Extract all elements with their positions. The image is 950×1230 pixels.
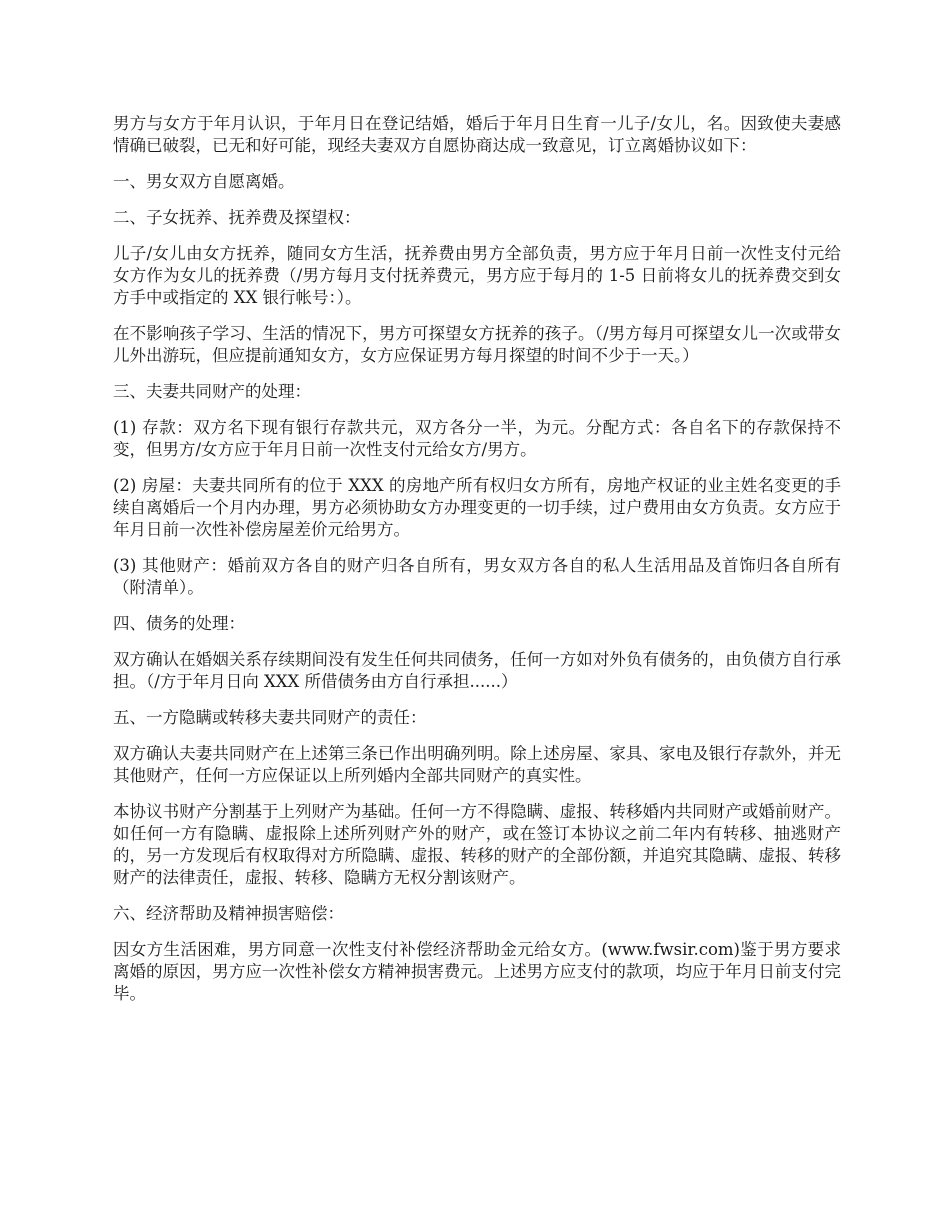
clause-4-heading: 四、债务的处理： <box>113 614 245 633</box>
clause-1-heading: 一、男女双方自愿离婚。 <box>113 172 295 191</box>
compensation-paragraph: 因女方生活困难，男方同意一次性支付补偿经济帮助金元给女方。(www.fwsir.com)鉴于男方要求离婚的原因，男方应一次性补偿女方精神损害费元。上述男方应支付的款项，均应于年月日前支付完毕。 <box>113 940 841 1003</box>
clause-2-heading: 二、子女抚养、抚养费及探望权： <box>113 208 361 227</box>
document-body <box>113 113 841 1019</box>
clause-5-heading: 五、一方隐瞒或转移夫妻共同财产的责任： <box>113 708 427 727</box>
concealment-paragraph: 本协议书财产分割基于上列财产为基础。任何一方不得隐瞒、虚报、转移婚内共同财产或婚前财产。如任何一方有隐瞒、虚报除上述所列财产外的财产，或在签订本协议之前二年内有转移、抽逃财产的，另一方发现后有权取得对方所隐瞒、虚报、转移的财产的全部份额，并追究其隐瞒、虚报、转移财产的法律责任，虚报、转移、隐瞒方无权分割该财产。 <box>113 802 841 887</box>
clause-6-heading: 六、经济帮助及精神损害赔偿： <box>113 904 344 923</box>
other-property-paragraph: (3) 其他财产：婚前双方各自的财产归各自所有，男女双方各自的私人生活用品及首饰归各自所有（附清单）。 <box>113 556 841 597</box>
clause-3-heading: 三、夫妻共同财产的处理： <box>113 382 311 401</box>
house-paragraph: (2) 房屋：夫妻共同所有的位于 XXX 的房地产所有权归女方所有，房地产权证的业主姓名变更的手续自离婚后一个月内办理，男方必须协助女方办理变更的一切手续，过户费用由女方负责。女方应于年月日前一次性补偿房屋差价元给男方。 <box>113 476 841 539</box>
property-confirmation-paragraph: 双方确认夫妻共同财产在上述第三条已作出明确列明。除上述房屋、家具、家电及银行存款外，并无其他财产，任何一方应保证以上所列婚内全部共同财产的真实性。 <box>113 744 841 785</box>
custody-paragraph: 儿子/女儿由女方抚养，随同女方生活，抚养费由男方全部负责，男方应于年月日前一次性支付元给女方作为女儿的抚养费（/男方每月支付抚养费元，男方应于每月的 1-5 日前将女儿的抚养费交到女方手中或指定的 XX 银行帐号：）。 <box>113 244 841 307</box>
visitation-paragraph: 在不影响孩子学习、生活的情况下，男方可探望女方抚养的孩子。（/男方每月可探望女儿一次或带女儿外出游玩，但应提前通知女方，女方应保证男方每月探望的时间不少于一天。） <box>113 324 841 365</box>
intro-paragraph: 男方与女方于年月认识，于年月日在登记结婚，婚后于年月日生育一儿子/女儿，名。因致使夫妻感情确已破裂，已无和好可能，现经夫妻双方自愿协商达成一致意见，订立离婚协议如下： <box>113 114 841 155</box>
deposit-paragraph: (1) 存款：双方名下现有银行存款共元，双方各分一半，为元。分配方式：各自名下的存款保持不变，但男方/女方应于年月日前一次性支付元给女方/男方。 <box>113 418 841 459</box>
debt-paragraph: 双方确认在婚姻关系存续期间没有发生任何共同债务，任何一方如对外负有债务的，由负债方自行承担。（/方于年月日向 XXX 所借债务由方自行承担......） <box>113 650 841 691</box>
